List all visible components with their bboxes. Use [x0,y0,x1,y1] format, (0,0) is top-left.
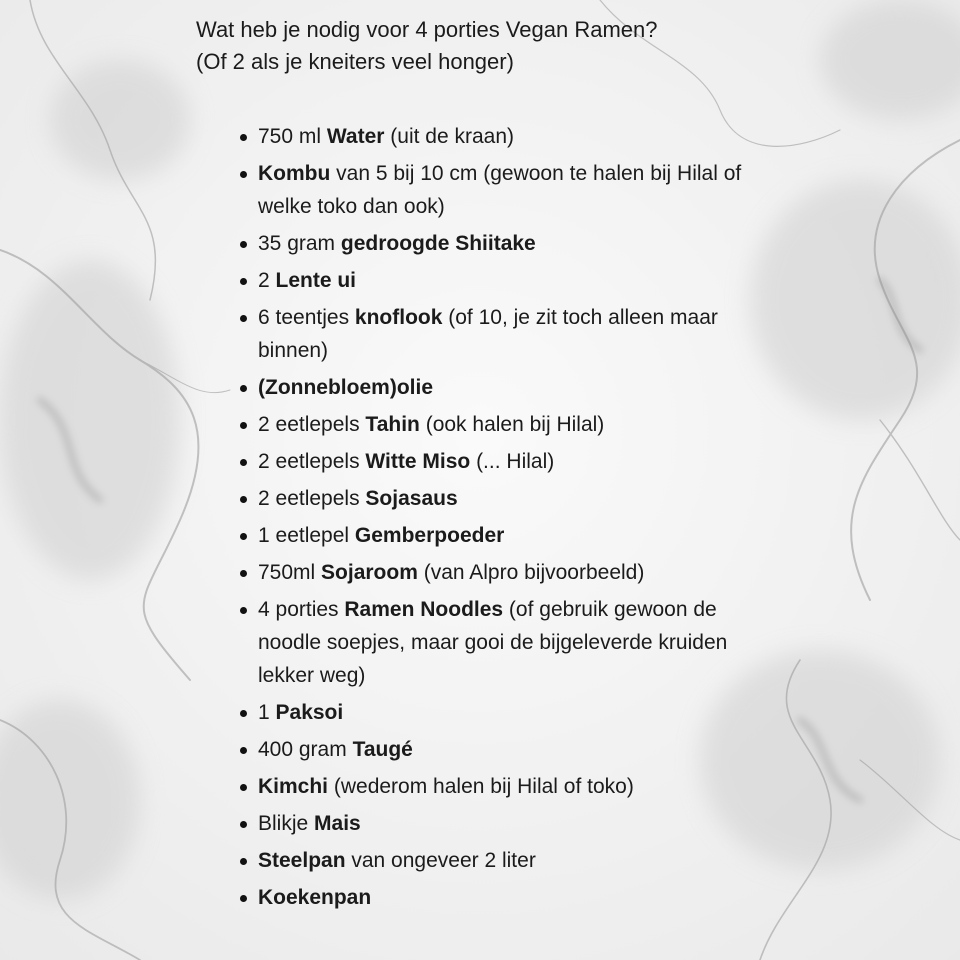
ingredient-name: Gemberpoeder [354,524,505,547]
ingredient-name: Water [326,125,385,148]
ingredient-item [196,593,758,692]
ingredient-name: Steelpan [258,849,346,872]
ingredient-name: Sojasaus [365,487,458,510]
ingredient-list [196,120,796,914]
ingredient-item [196,807,758,840]
ingredient-quantity: 2 eetlepels [258,450,366,473]
intro-line-1: Wat heb je nodig voor 4 porties Vegan Ramen? [196,17,658,42]
ingredient-name: Sojaroom [321,561,418,584]
ingredient-item [196,408,758,441]
ingredient-name: Ramen Noodles [344,598,504,621]
ingredient-note: (ook halen bij Hilal) [419,413,605,436]
intro [196,14,796,78]
ingredient-name: Kombu [258,162,331,185]
ingredients-card [196,14,796,918]
ingredient-item [196,227,758,260]
ingredient-item [196,120,758,153]
intro-line-2: (Of 2 als je kneiters veel honger) [196,49,514,74]
ingredient-note: van ongeveer 2 liter [345,849,536,872]
ingredient-quantity: 2 eetlepels [258,487,366,510]
ingredient-item [196,770,758,803]
ingredient-item [196,844,758,877]
ingredient-quantity: 400 gram [258,738,353,761]
ingredient-quantity: 750 ml [258,125,327,148]
ingredient-item [196,371,758,404]
ingredient-item [196,301,758,367]
ingredient-note: (... Hilal) [470,450,555,473]
ingredient-note: (wederom halen bij Hilal of toko) [328,775,634,798]
ingredient-note: (van Alpro bijvoorbeeld) [417,561,645,584]
ingredient-quantity: 1 [258,701,276,724]
ingredient-note: van 5 bij 10 cm (gewoon te halen bij Hilal of welke toko dan ook) [258,162,742,218]
ingredient-item [196,881,758,914]
ingredient-name: Lente ui [275,269,357,292]
ingredient-name: Taugé [352,738,413,761]
ingredient-quantity: 2 [258,269,276,292]
ingredient-name: gedroogde Shiitake [340,232,536,255]
ingredient-name: Tahin [365,413,420,436]
ingredient-quantity: 750ml [258,561,322,584]
ingredient-item [196,264,758,297]
ingredient-note: (uit de kraan) [384,125,515,148]
ingredient-item [196,482,758,515]
ingredient-name: (Zonnebloem)olie [258,376,433,399]
ingredient-item [196,519,758,552]
ingredient-quantity: 35 gram [258,232,341,255]
ingredient-name: knoflook [354,306,443,329]
ingredient-item [196,696,758,729]
ingredient-quantity: Blikje [258,812,315,835]
ingredient-item [196,733,758,766]
ingredient-name: Mais [314,812,361,835]
ingredient-quantity: 1 eetlepel [258,524,355,547]
ingredient-item [196,445,758,478]
ingredient-name: Witte Miso [365,450,471,473]
ingredient-note: (of gebruik gewoon de noodle soepjes, maar gooi de bijgeleverde kruiden lekker weg) [258,598,728,687]
ingredient-quantity: 2 eetlepels [258,413,366,436]
ingredient-name: Paksoi [275,701,344,724]
ingredient-item [196,556,758,589]
ingredient-quantity: 6 teentjes [258,306,355,329]
ingredient-item [196,157,758,223]
ingredient-note: (of 10, je zit toch alleen maar binnen) [258,306,718,362]
ingredient-quantity: 4 porties [258,598,345,621]
ingredient-name: Kimchi [258,775,329,798]
ingredient-name: Koekenpan [258,886,372,909]
